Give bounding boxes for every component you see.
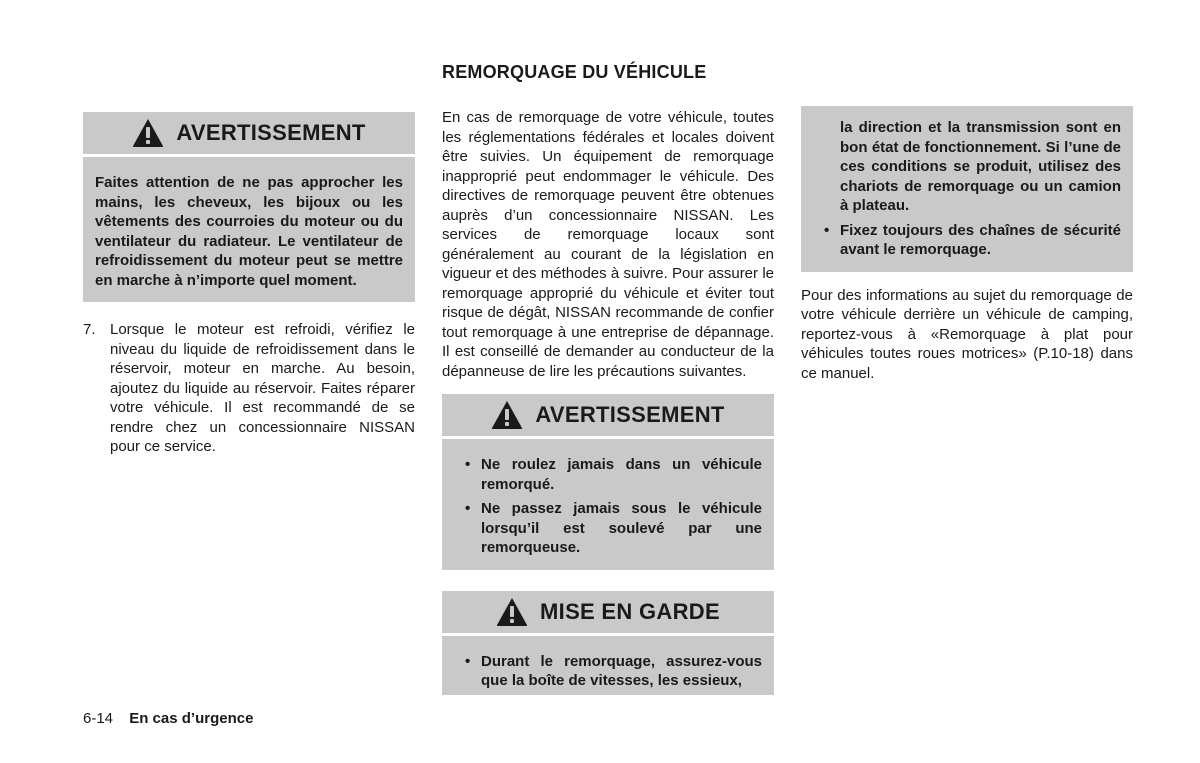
caution-box-continued [801, 106, 1133, 272]
caution-continued-body [801, 106, 1133, 272]
item-text: Lorsque le moteur est refroidi, vérifiez le niveau du liquide de refroidissement dans le réservoir, moteur en marche. Au besoin, ajoutez du liquide au réservoir. Faites réparer votre véhicule. Il est recommandé de se rendre chez un concessionnaire NISSAN pour ce service. [110, 321, 415, 455]
item-number: 7. [83, 321, 96, 338]
caution-body [442, 636, 774, 695]
list-item: • Ne passez jamais sous le véhicule lorsqu’il est soulevé par une remorqueuse. [454, 499, 762, 558]
warning-title: AVERTISSEMENT [535, 402, 725, 427]
towing-intro-paragraph: En cas de remorquage de votre véhicule, toutes les réglementations fédérales et locales doivent être suivies. Un équipement de remorquage inapproprié peut endommager le véhicule. Des directives de remorquage peuvent être obtenues auprès d’un concessionnaire NISSAN. Les services de remorquage locaux sont généralement au courant de la législation en vigueur et des méthodes à suivre. Pour assurer le remorquage approprié du véhicule et éviter tout risque de dégât, NISSAN recommande de confier tout remorquage à une entreprise de dépannage. Il est conseillé de demander au conducteur de la dépanneuse de lire les précautions suivantes. [442, 109, 774, 380]
warning-text: Faites attention de ne pas approcher les mains, les cheveux, les bijoux ou les vêtements des courroies du moteur ou du ventilateur du radiateur. Le ventilateur de refroidissement du moteur peut se mettre en marche à n’importe quel moment. [95, 174, 403, 289]
list-item: • Ne roulez jamais dans un véhicule remorqué. [454, 455, 762, 494]
warning-box-header [442, 394, 774, 439]
warning-bullet-list [454, 455, 762, 558]
caution-title: MISE EN GARDE [540, 598, 720, 624]
chapter-title: En cas d’urgence [129, 710, 254, 727]
list-item: • Durant le remorquage, assurez-vous que la boîte de vitesses, les essieux, [454, 652, 762, 691]
middle-column [442, 108, 774, 695]
warning-body [83, 157, 415, 302]
warning-triangle-icon [496, 597, 528, 627]
motorhome-towing-paragraph: Pour des informations au sujet du remorquage de votre véhicule derrière un véhicule de camping, reportez-vous à «Remorquage à plat pour véhicules toutes roues motrices» (P.10-18) dans ce manuel. [801, 286, 1133, 382]
warning-box-engine [83, 112, 415, 302]
warning-body [442, 439, 774, 570]
warning-box-towing [442, 394, 774, 570]
warning-triangle-icon [491, 400, 523, 430]
caution-box-header [442, 591, 774, 636]
caution-box [442, 591, 774, 695]
list-item: • Fixez toujours des chaînes de sécurité avant le remorquage. [813, 221, 1121, 260]
page-number: 6-14 [83, 710, 114, 727]
page-footer [83, 710, 253, 727]
warning-triangle-icon [132, 118, 164, 148]
warning-title: AVERTISSEMENT [176, 120, 366, 145]
caution-bullet-list [454, 652, 762, 691]
section-title: REMORQUAGE DU VÉHICULE [442, 62, 707, 82]
caution-bullet-list [813, 221, 1121, 260]
right-column [801, 106, 1133, 383]
warning-box-header [83, 112, 415, 157]
caution-continued-text: la direction et la transmission sont en bon état de fonctionnement. Si l’une de ces conditions se produit, utilisez des chariots de remorquage ou un camion à plateau. [840, 119, 1121, 214]
left-column [83, 112, 415, 457]
numbered-item-7 [83, 320, 415, 457]
